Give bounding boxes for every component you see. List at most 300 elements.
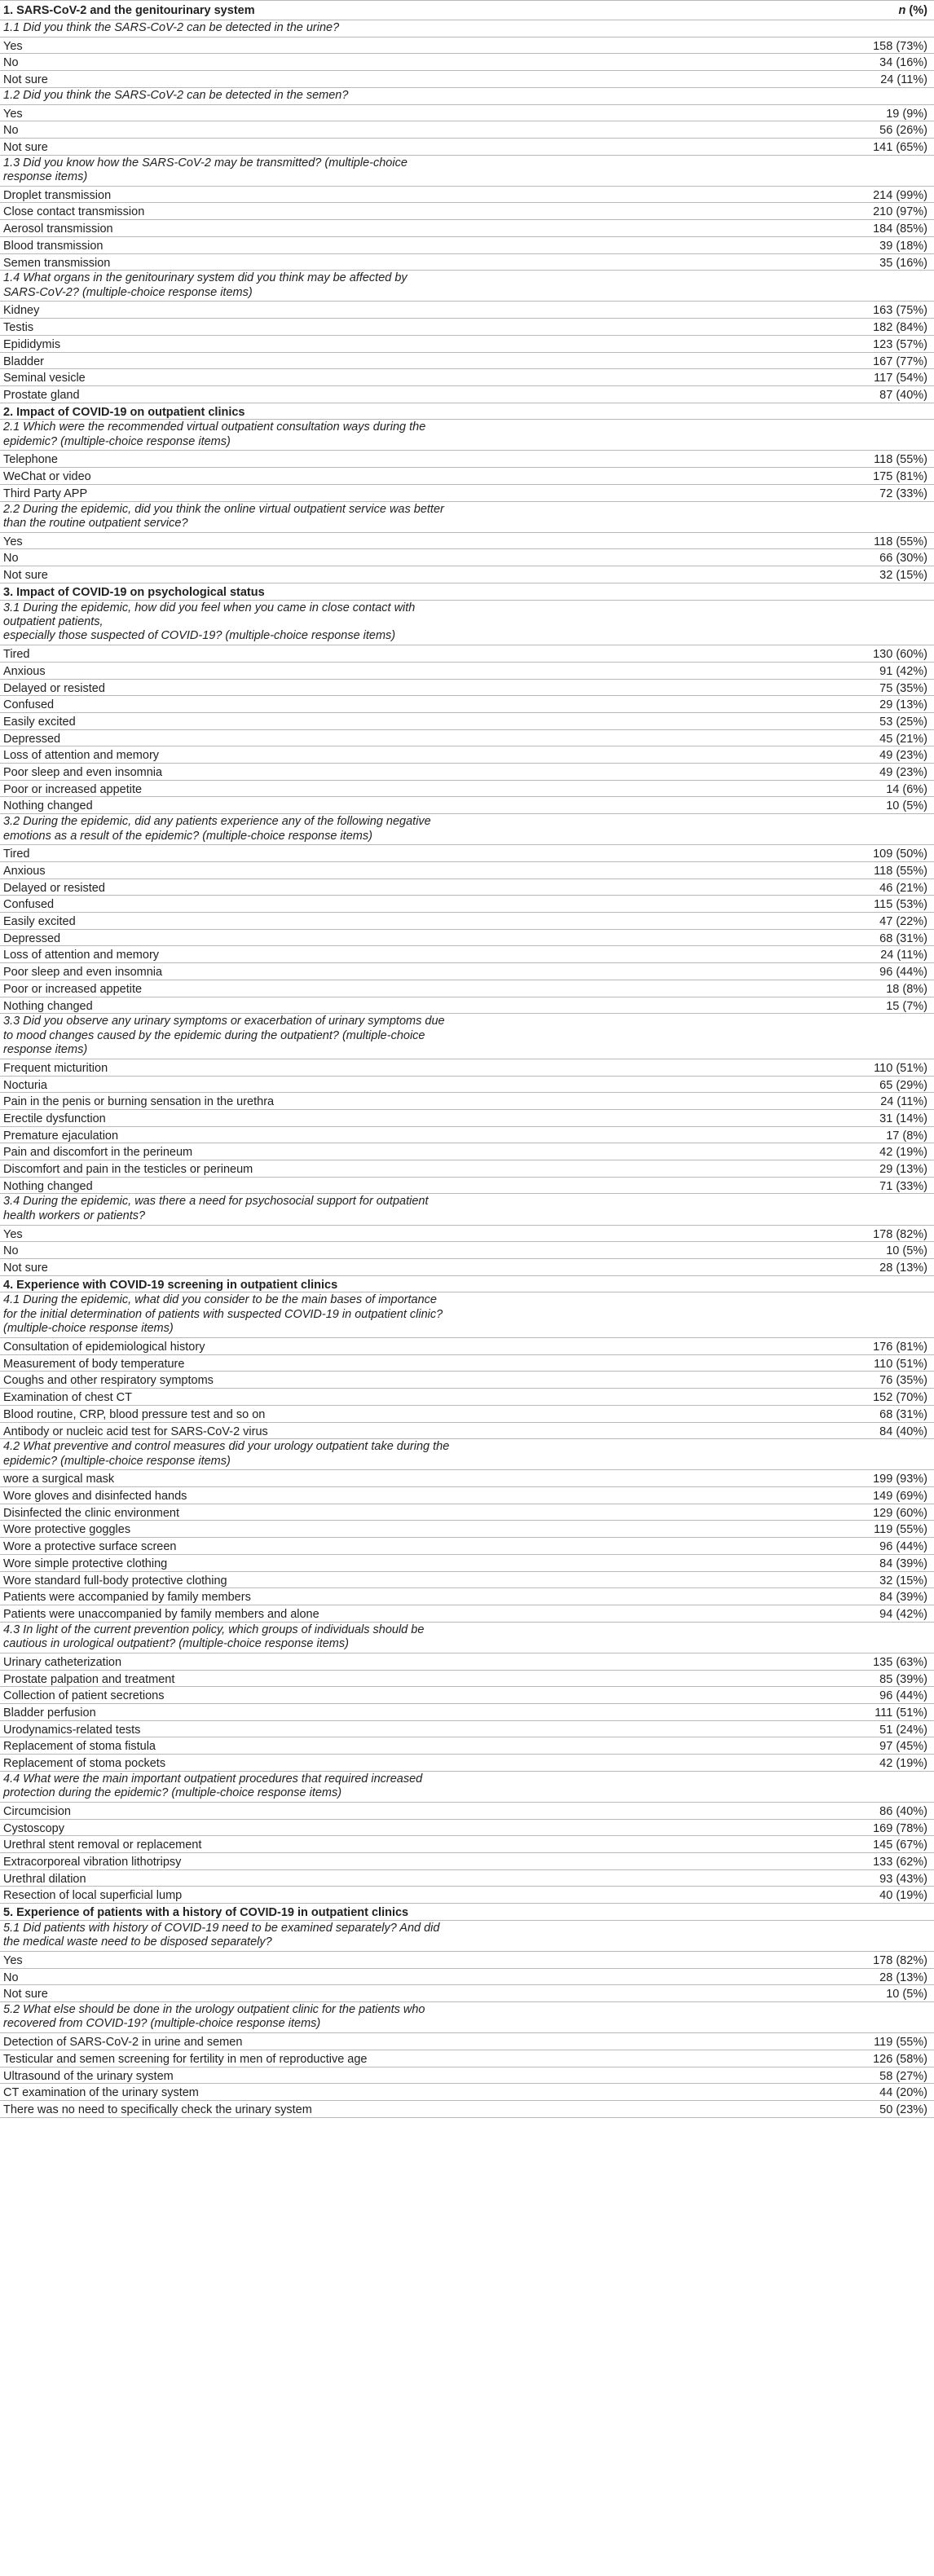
answer-label: Depressed — [3, 931, 61, 945]
answer-row — [0, 1389, 934, 1406]
answer-row — [0, 105, 934, 122]
question-row — [0, 1014, 934, 1059]
answer-label: Consultation of epidemiological history — [3, 1341, 205, 1354]
answer-row — [0, 1721, 934, 1738]
answer-count: 68 (31%) — [879, 1407, 927, 1421]
answer-label: No — [3, 552, 19, 566]
answer-count: 71 (33%) — [879, 1179, 927, 1193]
answer-label: Yes — [3, 1953, 23, 1967]
answer-label: Prostate gland — [3, 388, 80, 402]
answer-count: 109 (50%) — [873, 848, 927, 861]
answer-label: No — [3, 124, 19, 138]
answer-label: Aerosol transmission — [3, 222, 113, 236]
answer-row — [0, 71, 934, 88]
answer-row — [0, 1110, 934, 1127]
answer-label: Premature ejaculation — [3, 1129, 119, 1143]
answer-count: 111 (51%) — [875, 1706, 927, 1720]
answer-count: 10 (5%) — [886, 799, 927, 813]
answer-count: 14 (6%) — [886, 782, 927, 796]
answer-row — [0, 1952, 934, 1969]
answer-row — [0, 1605, 934, 1623]
answer-row — [0, 663, 934, 680]
answer-label: Loss of attention and memory — [3, 949, 160, 962]
answer-label: Disinfected the clinic environment — [3, 1506, 179, 1520]
answer-row — [0, 1555, 934, 1572]
answer-label: Blood transmission — [3, 239, 104, 253]
question-row — [0, 88, 934, 105]
answer-count: 40 (19%) — [879, 1889, 927, 1903]
answer-count: 29 (13%) — [879, 698, 927, 712]
question-row — [0, 1194, 934, 1225]
answer-row — [0, 1470, 934, 1487]
answer-row — [0, 336, 934, 353]
answer-count: 184 (85%) — [873, 222, 927, 236]
section-header-row — [0, 403, 934, 421]
answer-label: Nocturia — [3, 1078, 47, 1092]
answer-label: Coughs and other respiratory symptoms — [3, 1374, 214, 1388]
answer-label: Delayed or resisted — [3, 681, 105, 695]
answer-count: 65 (29%) — [879, 1078, 927, 1092]
answer-count: 68 (31%) — [879, 931, 927, 945]
answer-count: 119 (55%) — [874, 1523, 927, 1537]
answer-row — [0, 1737, 934, 1755]
answer-count: 145 (67%) — [873, 1838, 927, 1852]
answer-label: Poor sleep and even insomnia — [3, 766, 163, 779]
answer-row — [0, 139, 934, 156]
answer-label: Semen transmission — [3, 256, 111, 270]
answer-count: 19 (9%) — [886, 107, 927, 121]
answer-count: 119 (55%) — [874, 2036, 927, 2050]
answer-label: Prostate palpation and treatment — [3, 1672, 175, 1686]
answer-label: Poor or increased appetite — [3, 982, 143, 996]
answer-count: 96 (44%) — [879, 1689, 927, 1703]
answer-count: 199 (93%) — [873, 1473, 927, 1486]
header-n: n — [898, 4, 906, 17]
answer-row — [0, 680, 934, 697]
answer-label: Telephone — [3, 453, 58, 467]
answer-row — [0, 2033, 934, 2050]
answer-count: 158 (73%) — [873, 39, 927, 53]
answer-row — [0, 485, 934, 502]
answer-count: 133 (62%) — [873, 1855, 927, 1869]
answer-label: Depressed — [3, 732, 61, 746]
answer-row — [0, 946, 934, 963]
answer-row — [0, 451, 934, 468]
answer-label: Tired — [3, 848, 30, 861]
answer-row — [0, 566, 934, 583]
answer-row — [0, 319, 934, 336]
answer-label: Anxious — [3, 664, 46, 678]
answer-row — [0, 2084, 934, 2101]
answer-row — [0, 1969, 934, 1986]
answer-row — [0, 1423, 934, 1440]
answer-label: Yes — [3, 1227, 23, 1241]
section-title: 2. Impact of COVID-19 on outpatient clinics — [3, 405, 245, 419]
question-text: 4.4 What were the main important outpatient procedures that required increased protection during the epidemic? (multiple-choice response items) — [3, 1772, 423, 1800]
answer-count: 97 (45%) — [879, 1740, 927, 1754]
answer-row — [0, 533, 934, 550]
answer-label: Droplet transmission — [3, 188, 112, 202]
answer-row — [0, 896, 934, 913]
answer-row — [0, 2101, 934, 2118]
answer-label: Wore protective goggles — [3, 1523, 131, 1537]
answer-count: 66 (30%) — [879, 552, 927, 566]
answer-row — [0, 730, 934, 747]
answer-count: 118 (55%) — [874, 453, 927, 467]
answer-count: 17 (8%) — [886, 1129, 927, 1143]
answer-count: 24 (11%) — [880, 73, 927, 87]
answer-count: 93 (43%) — [879, 1872, 927, 1886]
answer-label: Frequent micturition — [3, 1061, 108, 1075]
answer-label: Urethral dilation — [3, 1872, 86, 1886]
answer-label: Easily excited — [3, 915, 76, 929]
answer-count: 29 (13%) — [879, 1163, 927, 1177]
answer-count: 86 (40%) — [879, 1804, 927, 1818]
answer-row — [0, 1653, 934, 1671]
answer-label: Circumcision — [3, 1804, 71, 1818]
answer-row — [0, 980, 934, 997]
answer-count: 214 (99%) — [873, 188, 927, 202]
answer-row — [0, 1504, 934, 1521]
question-text: 1.3 Did you know how the SARS-CoV-2 may be transmitted? (multiple-choice response items) — [3, 156, 408, 184]
question-row — [0, 1623, 934, 1653]
answer-row — [0, 468, 934, 485]
answer-row — [0, 1687, 934, 1704]
answer-count: 15 (7%) — [886, 999, 927, 1013]
section-title: 4. Experience with COVID-19 screening in outpatient clinics — [3, 1278, 338, 1292]
question-text: 3.4 During the epidemic, was there a need for psychosocial support for outpatient health workers or patients? — [3, 1195, 429, 1222]
answer-label: Extracorporeal vibration lithotripsy — [3, 1855, 182, 1869]
answer-label: There was no need to specifically check the urinary system — [3, 2103, 312, 2116]
answer-label: Wore gloves and disinfected hands — [3, 1490, 187, 1504]
answer-label: Yes — [3, 107, 23, 121]
answer-count: 135 (63%) — [873, 1655, 927, 1669]
answer-label: Resection of local superficial lump — [3, 1889, 183, 1903]
answer-row — [0, 1671, 934, 1688]
answer-count: 42 (19%) — [879, 1757, 927, 1770]
answer-count: 130 (60%) — [873, 648, 927, 662]
answer-count: 49 (23%) — [879, 749, 927, 763]
answer-label: CT examination of the urinary system — [3, 2086, 199, 2100]
answer-count: 123 (57%) — [873, 337, 927, 351]
answer-row — [0, 845, 934, 862]
answer-label: Kidney — [3, 304, 40, 318]
question-text: 4.2 What preventive and control measures did your urology outpatient take during the epidemic? (multiple-choice response items) — [3, 1440, 450, 1468]
answer-count: 51 (24%) — [879, 1723, 927, 1737]
table-top-rule — [0, 0, 934, 1]
answer-row — [0, 386, 934, 403]
section-header-row — [0, 1904, 934, 1921]
answer-count: 75 (35%) — [879, 681, 927, 695]
answer-count: 31 (14%) — [879, 1112, 927, 1125]
answer-count: 91 (42%) — [879, 664, 927, 678]
answer-count: 141 (65%) — [873, 140, 927, 154]
answer-label: Not sure — [3, 140, 48, 154]
answer-count: 32 (15%) — [879, 569, 927, 583]
answer-label: Measurement of body temperature — [3, 1357, 185, 1371]
question-row — [0, 1292, 934, 1338]
answer-row — [0, 1755, 934, 1772]
answer-count: 84 (39%) — [879, 1557, 927, 1570]
answer-row — [0, 1588, 934, 1605]
answer-count: 163 (75%) — [873, 304, 927, 318]
answer-count: 176 (81%) — [873, 1341, 927, 1354]
answer-row — [0, 1572, 934, 1589]
question-text: 1.4 What organs in the genitourinary system did you think may be affected by SARS-CoV-2? (multiple-choice response items) — [3, 271, 408, 299]
answer-count: 50 (23%) — [879, 2103, 927, 2116]
answer-label: Delayed or resisted — [3, 881, 105, 895]
question-text: 3.1 During the epidemic, how did you feel when you came in close contact with outpatient patients, especially those suspected of COVID-19? (multiple-choice response items) — [3, 601, 416, 643]
question-text: 3.3 Did you observe any urinary symptoms or exacerbation of urinary symptoms due to mood changes caused by the epidemic during the outpatient? (multiple-choice response items) — [3, 1015, 445, 1057]
answer-label: Wore simple protective clothing — [3, 1557, 168, 1570]
answer-count: 46 (21%) — [879, 881, 927, 895]
answer-label: Poor sleep and even insomnia — [3, 966, 163, 980]
answer-label: Not sure — [3, 73, 48, 87]
answer-label: Examination of chest CT — [3, 1391, 132, 1405]
answer-count: 24 (11%) — [880, 1095, 927, 1109]
answer-row — [0, 1836, 934, 1853]
answer-label: Tired — [3, 648, 30, 662]
table-header-row — [0, 2, 934, 20]
answer-count: 28 (13%) — [879, 1971, 927, 1984]
answer-label: No — [3, 1971, 19, 1984]
answer-row — [0, 369, 934, 386]
question-text: 2.2 During the epidemic, did you think the online virtual outpatient service was better than the routine outpatient service? — [3, 502, 444, 530]
answer-row — [0, 353, 934, 370]
answer-count: 28 (13%) — [879, 1262, 927, 1275]
answer-count: 39 (18%) — [879, 239, 927, 253]
answer-row — [0, 203, 934, 220]
section-title: 5. Experience of patients with a history of COVID-19 in outpatient clinics — [3, 1906, 409, 1920]
answer-label: Replacement of stoma fistula — [3, 1740, 156, 1754]
question-text: 4.1 During the epidemic, what did you consider to be the main bases of importance for the initial determination of patients with suspected COVID-19 in outpatient clinic? (multiple-choice response items) — [3, 1293, 443, 1336]
answer-label: Yes — [3, 39, 23, 53]
answer-count: 49 (23%) — [879, 766, 927, 779]
answer-count: 117 (54%) — [874, 372, 927, 385]
answer-count: 129 (60%) — [873, 1506, 927, 1520]
answer-count: 85 (39%) — [879, 1672, 927, 1686]
answer-row — [0, 1226, 934, 1243]
answer-label: Patients were accompanied by family members — [3, 1591, 251, 1605]
answer-label: Urodynamics-related tests — [3, 1723, 141, 1737]
answer-label: Not sure — [3, 1262, 48, 1275]
answer-row — [0, 121, 934, 139]
answer-count: 72 (33%) — [879, 487, 927, 500]
answer-row — [0, 1127, 934, 1144]
answer-label: wore a surgical mask — [3, 1473, 115, 1486]
answer-count: 53 (25%) — [879, 715, 927, 729]
answer-row — [0, 1372, 934, 1389]
header-count-column — [899, 2, 927, 19]
answer-label: Urethral stent removal or replacement — [3, 1838, 202, 1852]
answer-row — [0, 997, 934, 1015]
answer-label: Easily excited — [3, 715, 76, 729]
answer-row — [0, 1077, 934, 1094]
answer-count: 110 (51%) — [874, 1061, 927, 1075]
answer-label: Erectile dysfunction — [3, 1112, 106, 1125]
answer-label: Epididymis — [3, 337, 61, 351]
answer-label: Nothing changed — [3, 1179, 93, 1193]
question-row — [0, 502, 934, 533]
header-section-label: 1. SARS-CoV-2 and the genitourinary system — [3, 4, 255, 17]
answer-label: Pain and discomfort in the perineum — [3, 1146, 193, 1160]
answer-count: 56 (26%) — [879, 124, 927, 138]
answer-row — [0, 963, 934, 980]
answer-label: Bladder — [3, 354, 44, 368]
answer-row — [0, 645, 934, 663]
answer-label: Seminal vesicle — [3, 372, 86, 385]
answer-row — [0, 1355, 934, 1372]
answer-label: Wore standard full-body protective clothing — [3, 1574, 227, 1587]
answer-label: Not sure — [3, 1988, 48, 2001]
answer-row — [0, 1538, 934, 1555]
section-header-row — [0, 583, 934, 601]
answer-row — [0, 1259, 934, 1276]
question-row — [0, 1921, 934, 1952]
answer-count: 175 (81%) — [873, 470, 927, 484]
answer-count: 118 (55%) — [874, 535, 927, 548]
answer-label: Loss of attention and memory — [3, 749, 160, 763]
answer-label: Poor or increased appetite — [3, 782, 143, 796]
answer-count: 96 (44%) — [879, 966, 927, 980]
answer-label: Not sure — [3, 569, 48, 583]
answer-row — [0, 797, 934, 814]
answer-row — [0, 254, 934, 271]
answer-label: Close contact transmission — [3, 205, 145, 219]
answer-label: Testis — [3, 321, 34, 335]
question-text: 5.2 What else should be done in the urology outpatient clinic for the patients who recovered from COVID-19? (multiple-choice response items) — [3, 2003, 425, 2031]
answer-count: 87 (40%) — [879, 388, 927, 402]
answer-count: 178 (82%) — [873, 1227, 927, 1241]
question-text: 3.2 During the epidemic, did any patients experience any of the following negative emotions as a result of the epidemic? (multiple-choice response items) — [3, 815, 431, 843]
answer-label: Replacement of stoma pockets — [3, 1757, 166, 1770]
question-row — [0, 814, 934, 845]
answer-row — [0, 1059, 934, 1077]
answer-row — [0, 930, 934, 947]
answer-count: 10 (5%) — [886, 1244, 927, 1258]
answer-count: 35 (16%) — [879, 256, 927, 270]
section-title: 3. Impact of COVID-19 on psychological status — [3, 585, 265, 599]
answer-row — [0, 54, 934, 71]
answer-count: 84 (39%) — [879, 1591, 927, 1605]
answer-row — [0, 1160, 934, 1178]
question-text: 2.1 Which were the recommended virtual outpatient consultation ways during the epidemic? (multiple-choice response items) — [3, 421, 426, 448]
answer-count: 152 (70%) — [873, 1391, 927, 1405]
answer-label: No — [3, 1244, 19, 1258]
answer-label: Testicular and semen screening for fertility in men of reproductive age — [3, 2052, 368, 2066]
answer-count: 96 (44%) — [879, 1540, 927, 1554]
question-row — [0, 1772, 934, 1803]
answer-label: Urinary catheterization — [3, 1655, 122, 1669]
answer-label: Yes — [3, 535, 23, 548]
answer-row — [0, 1887, 934, 1904]
answer-label: Wore a protective surface screen — [3, 1540, 177, 1554]
answer-count: 126 (58%) — [873, 2052, 927, 2066]
question-text: 1.1 Did you think the SARS-CoV-2 can be detected in the urine? — [3, 21, 340, 34]
answer-row — [0, 1803, 934, 1820]
answer-row — [0, 862, 934, 879]
answer-row — [0, 220, 934, 237]
answer-row — [0, 1487, 934, 1504]
answer-count: 118 (55%) — [874, 864, 927, 878]
answer-count: 110 (51%) — [874, 1357, 927, 1371]
answer-label: Antibody or nucleic acid test for SARS-CoV-2 virus — [3, 1425, 268, 1438]
row-divider — [0, 2117, 934, 2118]
answer-label: Bladder perfusion — [3, 1706, 96, 1720]
answer-count: 149 (69%) — [873, 1490, 927, 1504]
answer-count: 182 (84%) — [873, 321, 927, 335]
answer-label: Detection of SARS-CoV-2 in urine and semen — [3, 2036, 243, 2050]
answer-row — [0, 696, 934, 713]
answer-label: Ultrasound of the urinary system — [3, 2069, 174, 2083]
question-text: 1.2 Did you think the SARS-CoV-2 can be detected in the semen? — [3, 88, 349, 102]
answer-row — [0, 1870, 934, 1887]
answer-row — [0, 237, 934, 254]
question-row — [0, 20, 934, 37]
answer-row — [0, 1820, 934, 1837]
answer-label: Confused — [3, 898, 55, 912]
answer-count: 169 (78%) — [873, 1821, 927, 1835]
answer-count: 115 (53%) — [874, 898, 927, 912]
question-text: 4.3 In light of the current prevention policy, which groups of individuals should be cautious in urological outpatient? (multiple-choice response items) — [3, 1623, 425, 1651]
answer-row — [0, 302, 934, 319]
answer-row — [0, 1704, 934, 1721]
question-row — [0, 156, 934, 187]
answer-count: 76 (35%) — [879, 1374, 927, 1388]
answer-row — [0, 37, 934, 55]
answer-count: 34 (16%) — [879, 56, 927, 70]
question-row — [0, 1439, 934, 1470]
answer-count: 178 (82%) — [873, 1953, 927, 1967]
answer-row — [0, 1985, 934, 2002]
question-row — [0, 601, 934, 646]
question-row — [0, 271, 934, 302]
answer-count: 210 (97%) — [873, 205, 927, 219]
answer-count: 42 (19%) — [879, 1146, 927, 1160]
answer-row — [0, 2050, 934, 2067]
answer-label: No — [3, 56, 19, 70]
answer-row — [0, 2067, 934, 2085]
answer-row — [0, 1406, 934, 1423]
answer-row — [0, 746, 934, 764]
answer-label: Discomfort and pain in the testicles or perineum — [3, 1163, 253, 1177]
answer-row — [0, 549, 934, 566]
answer-count: 44 (20%) — [879, 2086, 927, 2100]
answer-row — [0, 1143, 934, 1160]
answer-row — [0, 1521, 934, 1538]
answer-count: 24 (11%) — [880, 949, 927, 962]
answer-row — [0, 187, 934, 204]
question-row — [0, 2002, 934, 2033]
answer-count: 18 (8%) — [886, 982, 927, 996]
answer-row — [0, 781, 934, 798]
answer-row — [0, 1093, 934, 1110]
answer-label: WeChat or video — [3, 470, 91, 484]
answer-row — [0, 713, 934, 730]
answer-row — [0, 1853, 934, 1870]
answer-count: 10 (5%) — [886, 1988, 927, 2001]
answer-label: Blood routine, CRP, blood pressure test and so on — [3, 1407, 266, 1421]
header-pct: (%) — [905, 4, 927, 17]
answer-count: 58 (27%) — [879, 2069, 927, 2083]
answer-row — [0, 879, 934, 896]
question-text: 5.1 Did patients with history of COVID-19 need to be examined separately? And did the medical waste need to be disposed separately? — [3, 1921, 440, 1949]
answer-row — [0, 1178, 934, 1195]
answer-count: 167 (77%) — [873, 354, 927, 368]
answer-count: 84 (40%) — [879, 1425, 927, 1438]
answer-row — [0, 764, 934, 781]
question-row — [0, 420, 934, 451]
